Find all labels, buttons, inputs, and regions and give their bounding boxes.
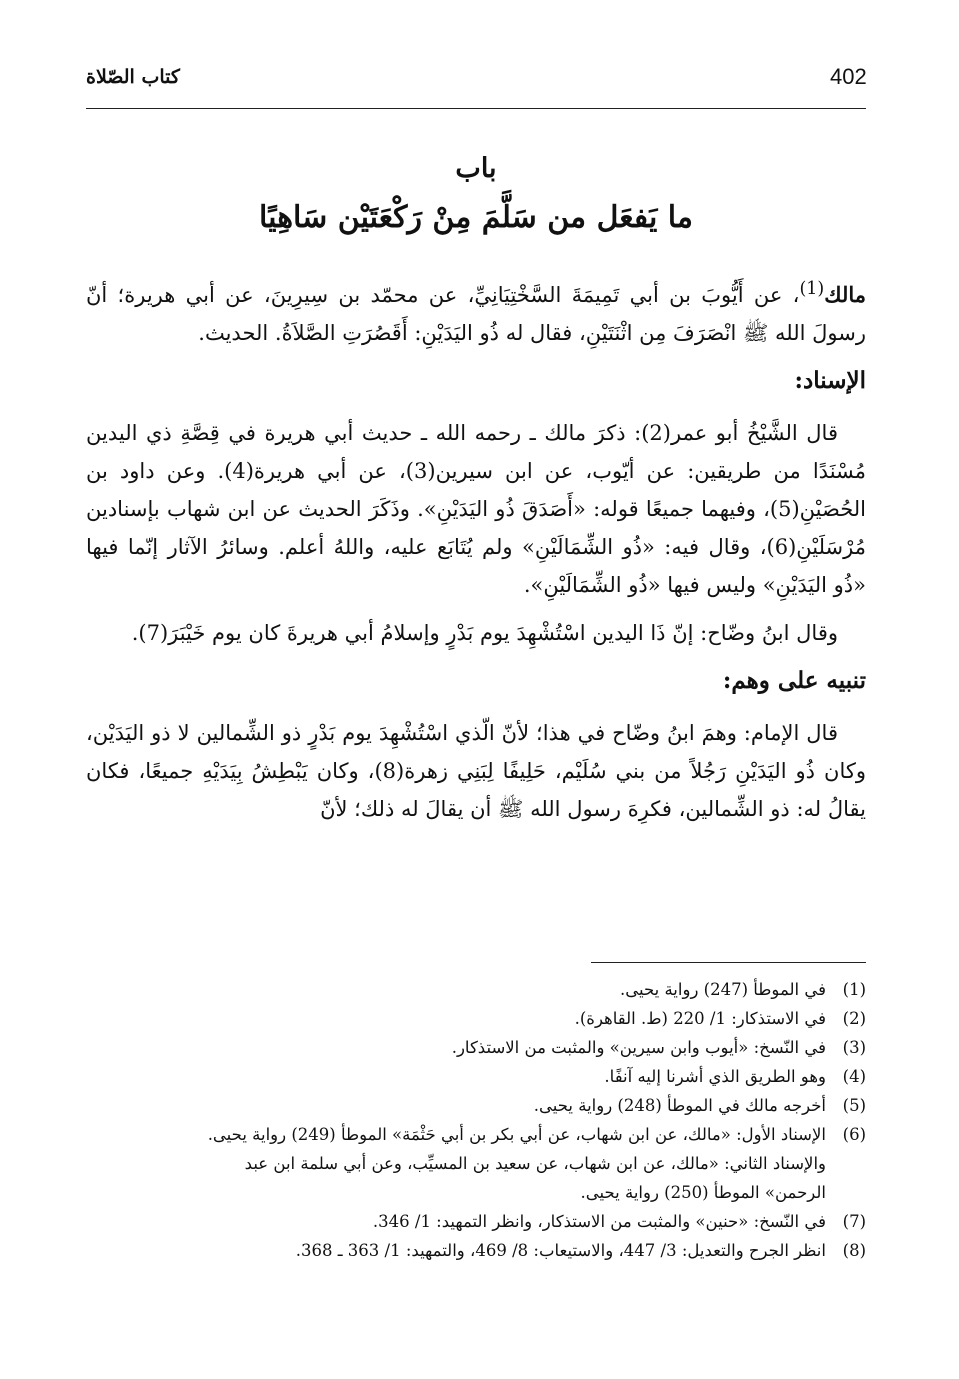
footnote-item — [196, 975, 866, 1004]
footnote-text: الإسناد الأول: «مالك، عن ابن شهاب، عن أبي بكر بن أبي حَثْمَة» الموطأ (249) رواية يحيى. والإسناد الثاني: «مالك، عن ابن شهاب، عن سعيد بن المسيِّب، وعن أبي سلمة ابن عبد الرحمن» الموطأ (250) رواية يحيى. — [207, 1125, 826, 1202]
footnote-number: (5) — [842, 1096, 866, 1115]
hadith-text: ، عن أَيُّوبَ بن أبي تَمِيمَةَ السَّخْتِيَانِيِّ، عن محمّد بن سِيرِينَ، عن أبي هريرة؛ أنّ رسولَ الله ﷺ انْصَرَفَ مِن اثْنَتَيْنِ، فقال له ذُو اليَدَيْنِ: أَقَصُرَتِ الصَّلاَةُ. الحديث. — [86, 283, 866, 345]
footnote-number: (6) — [842, 1125, 866, 1144]
footnote-number: (8) — [842, 1241, 866, 1260]
header-rule — [86, 108, 866, 109]
footnotes — [196, 975, 866, 1265]
footnote-item — [196, 1062, 866, 1091]
footnote-text: انظر الجرح والتعديل: 3/ 447، والاستيعاب: 8/ 469، والتمهيد: 1/ 363 ـ 368. — [295, 1241, 826, 1260]
footnote-text: في النّسخ: «حنين» والمثبت من الاستذكار، وانظر التمهيد: 1/ 346. — [372, 1212, 826, 1231]
footnote-item — [196, 1207, 866, 1236]
footnote-text: أخرجه مالك في الموطأ (248) رواية يحيى. — [533, 1096, 826, 1115]
footnote-item — [196, 1004, 866, 1033]
footnote-text: في الموطأ (247) رواية يحيى. — [619, 980, 826, 999]
footnote-text: في الاستذكار: 1/ 220 (ط. القاهرة). — [574, 1009, 826, 1028]
hadith-paragraph — [86, 270, 866, 352]
main-text — [86, 270, 866, 838]
footnote-item — [196, 1236, 866, 1265]
footnote-number: (3) — [842, 1038, 866, 1057]
section-heading-note: تنبيه على وهم: — [722, 667, 866, 694]
section-heading-isnad: الإسناد: — [794, 367, 866, 394]
footnote-rule — [591, 962, 866, 963]
paragraph-isnad: قال الشَّيْخُ أبو عمر(2): ذكرَ مالك ـ رحمه الله ـ حديث أبي هريرة في قِصَّةِ ذي اليدين مُسْنَدًا من طريقين: عن أيّوب، عن ابن سيرين(3)، عن أبي هريرة(4). وعن داود بن الحُصَيْنِ(5)، وفيهما جميعًا قوله: «أَصَدَقَ ذُو اليَدَيْنِ». وذَكَرَ الحديث عن ابن شهاب بإسنادين مُرْسَلَيْنِ(6)، وقال فيه: «ذُو الشِّمَالَيْنِ» ولم يُتَابَع عليه، واللهُ أعلم. وسائرُ الآثار إنّما فيها «ذُو اليَدَيْنِ» وليس فيها «ذُو الشِّمَالَيْنِ». — [86, 421, 867, 597]
footnote-number: (1) — [842, 980, 866, 999]
footnote-text: وهو الطريق الذي أشرنا إليه آنفًا. — [604, 1067, 826, 1086]
footnote-item — [196, 1033, 866, 1062]
page-number: 402 — [830, 64, 867, 89]
footnote-item — [196, 1120, 866, 1207]
running-header-title: كتاب الصّلاة — [86, 66, 180, 88]
chapter-label: باب — [455, 153, 497, 184]
hadith-narrator: مالك — [824, 282, 866, 307]
chapter-title: ما يَفعَل من سَلَّمَ مِنْ رَكْعَتَيْن سَاهِيًا — [259, 200, 693, 235]
footnote-ref: (1) — [799, 279, 825, 299]
paragraph-imam: قال الإمام: وهمَ ابنُ وضّاح في هذا؛ لأنّ الّذي اسْتُشْهِدَ يوم بَدْرٍ ذو الشِّمالين لا ذو اليَدَيْن، وكان ذُو اليَدَيْنِ رَجُلاً من بني سُلَيْم، حَلِيفًا لِبَنِي زهرة(8)، وكان يَبْطِشُ بِيَدَيْهِ جميعًا، فكان يقالُ له: ذو الشِّمالين، فكرِهَ رسول الله ﷺ أن يقالَ له ذلك؛ لأنّ — [86, 721, 866, 821]
chapter-heading — [86, 148, 866, 246]
footnote-item — [196, 1091, 866, 1120]
footnote-number: (2) — [842, 1009, 866, 1028]
footnote-number: (4) — [842, 1067, 866, 1086]
footnote-number: (7) — [842, 1212, 866, 1231]
paragraph-ibn-waddah: وقال ابنُ وضّاح: إنّ ذَا اليدين اسْتُشْهِدَ يوم بَدْرٍ وإسلامُ أبي هريرةَ كان يوم خَيْبَرَ(7). — [131, 621, 838, 645]
footnote-text: في النّسخ: «أيوب وابن سيرين» والمثبت من الاستذكار. — [451, 1038, 826, 1057]
